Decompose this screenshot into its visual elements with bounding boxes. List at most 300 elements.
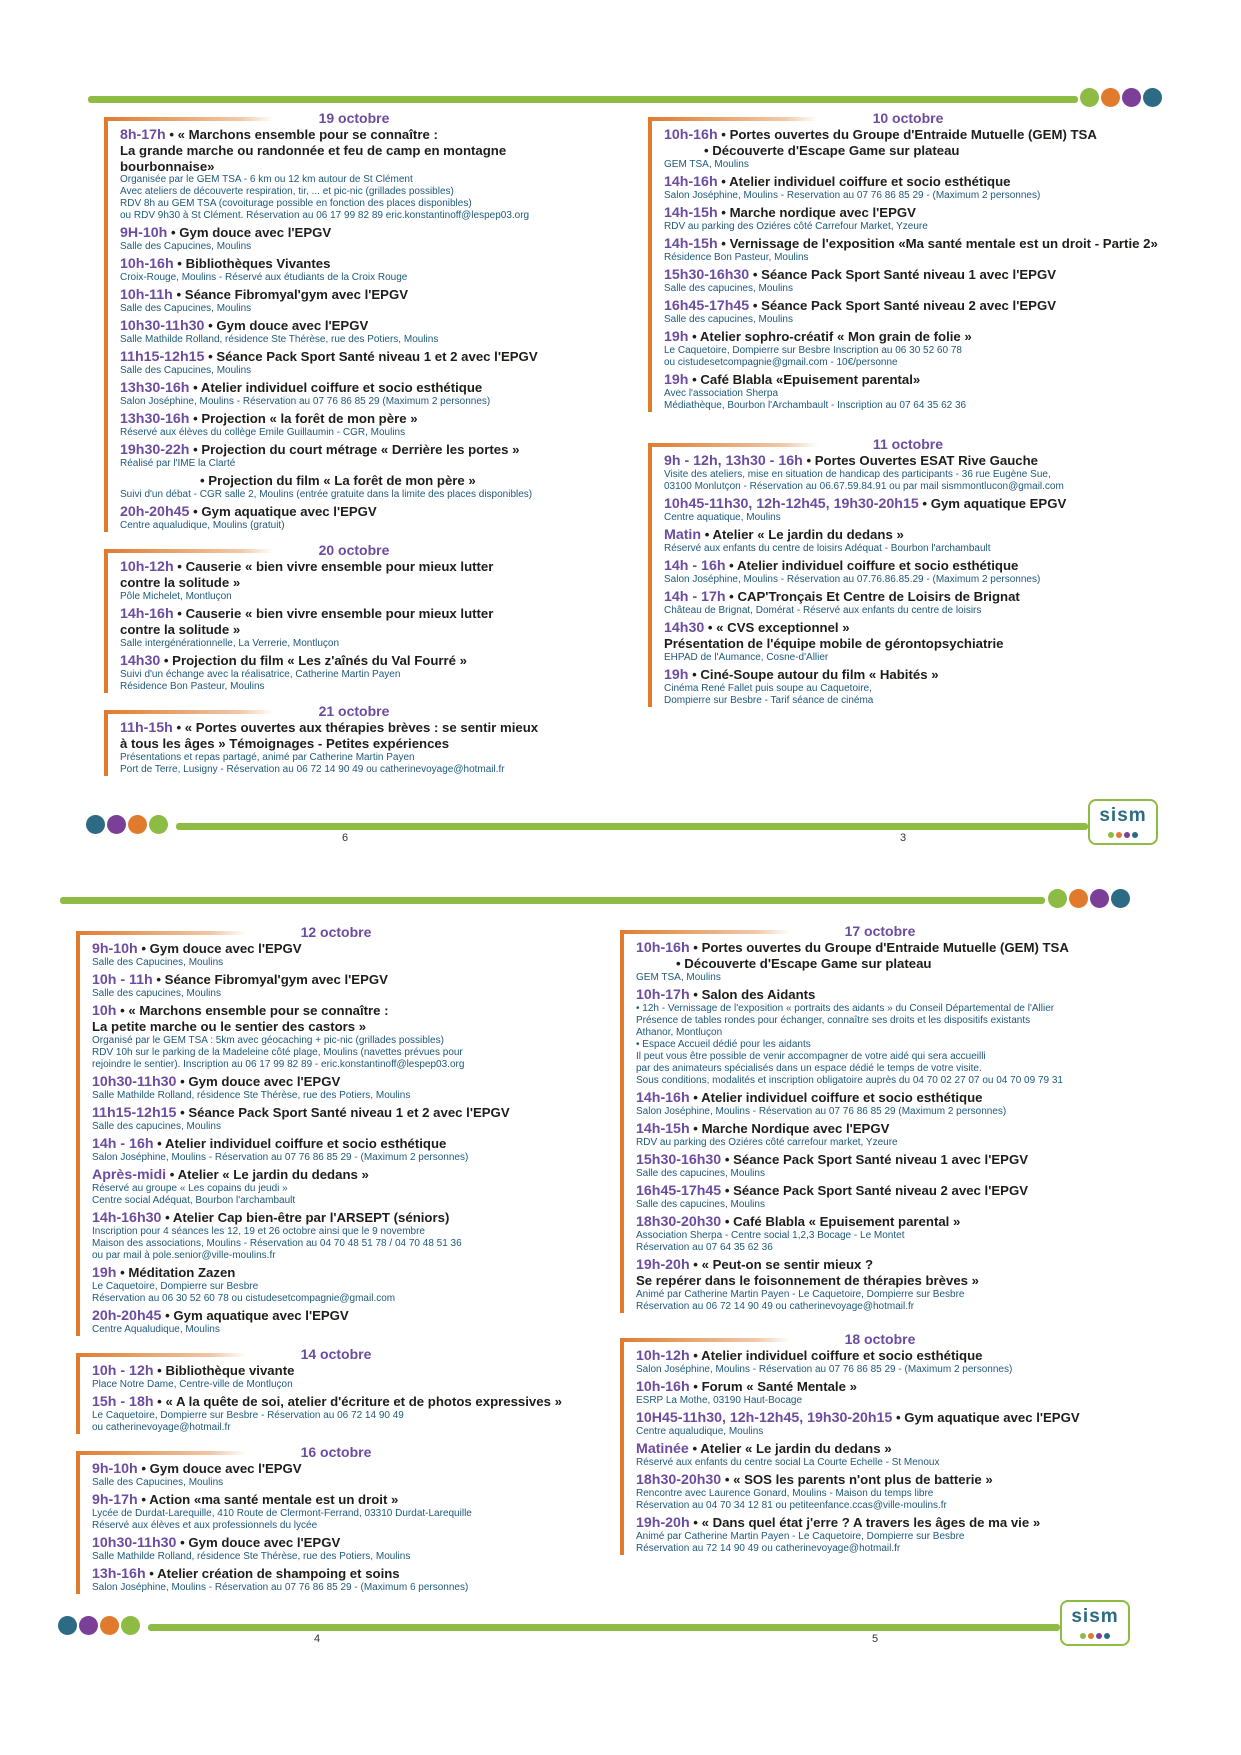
event-title: • Projection du court métrage « Derrière les portes » <box>189 442 520 457</box>
event-detail: Rencontre avec Laurence Gonard, Moulins - Maison du temps libre <box>636 1488 934 1499</box>
event-detail: Salon Joséphine, Moulins - Réservation au 07 76 86 85 29 (Maximum 2 personnes) <box>120 396 491 407</box>
blue-dot <box>1111 889 1130 908</box>
event-title: • « Marchons ensemble pour se connaître : <box>165 127 438 142</box>
event-time: 9h-10h <box>92 941 138 957</box>
purple-dot <box>79 1616 98 1635</box>
event-item <box>92 1167 596 1207</box>
event-detail: rejoindre le sentier). Inscription au 06 17 99 82 89 - eric.konstantinoff@lespep03.org <box>92 1059 465 1070</box>
event-title: • Gym douce avec l'EPGV <box>176 1074 341 1089</box>
day-section <box>76 924 596 1336</box>
event-detail: Réservé aux enfants du centre de loisirs Adéquat - Bourbon l'archambault <box>664 543 991 554</box>
event-item <box>92 1105 596 1133</box>
event-title: • Atelier « Le jardin du dedans » <box>688 1441 892 1456</box>
event-time: 11h15-12h15 <box>120 349 205 365</box>
event-time: 14h-15h <box>664 205 718 221</box>
event-detail: Salon Joséphine, Moulins - Réservation au 07.76.86.85.29 - (Maximum 2 personnes) <box>664 574 1041 585</box>
event-detail: Réservé aux enfants du centre social La Courte Echelle - St Menoux <box>636 1457 940 1468</box>
event-detail: Organisée par le GEM TSA - 6 km ou 12 km autour de St Clément <box>120 174 413 185</box>
event-detail: Salle des capucines, Moulins <box>92 988 221 999</box>
event-time: 10h - 11h <box>92 972 153 988</box>
event-time: 10h-17h <box>636 987 690 1003</box>
event-item <box>636 1472 1140 1512</box>
event-time: 10H45-11h30, 12h-12h45, 19h30-20h15 <box>636 1410 893 1426</box>
event-time: Matinée <box>636 1441 689 1457</box>
section-bracket <box>76 1353 82 1434</box>
event-title-line <box>92 1003 596 1019</box>
event-time: 14h-15h <box>636 1121 690 1137</box>
event-title-line <box>92 972 596 988</box>
event-title-line <box>92 1265 596 1281</box>
event-detail: GEM TSA, Moulins <box>664 159 749 170</box>
event-detail: GEM TSA, Moulins <box>636 972 721 983</box>
event-time: 10h-12h <box>120 559 174 575</box>
event-time: 10h-16h <box>120 256 174 272</box>
event-title-line <box>636 1152 1140 1168</box>
event-item <box>92 972 596 1000</box>
event-detail: Réservation au 07 64 35 62 36 <box>636 1242 773 1253</box>
event-title: • « Dans quel état j'erre ? A travers les âges de ma vie » <box>689 1515 1041 1530</box>
event-title: • « Marchons ensemble pour se connaître : <box>116 1003 389 1018</box>
event-title: • Vernissage de l'exposition «Ma santé mentale est un droit - Partie 2» <box>717 236 1158 251</box>
event-title: • Atelier individuel coiffure et socio esthétique <box>689 1348 983 1363</box>
event-detail: Salle des Capucines, Moulins <box>92 1477 224 1488</box>
event-title-line <box>636 987 1140 1003</box>
event-title: • Atelier sophro-créatif « Mon grain de folie » <box>688 329 972 344</box>
day-section <box>76 1444 596 1594</box>
page-number-4: 4 <box>314 1633 321 1645</box>
event-time: 10h45-11h30, 12h-12h45, 19h30-20h15 <box>664 496 919 512</box>
event-detail: Centre aquatique, Moulins <box>664 512 781 523</box>
event-detail: Avec l'association Sherpa <box>664 388 779 399</box>
event-detail: Dompierre sur Besbre - Tarif séance de cinéma <box>664 695 874 706</box>
event-title-line <box>636 1379 1140 1395</box>
event-detail: RDV 10h sur le parking de la Madeleine côté plage, Moulins (navettes prévues pour <box>92 1047 463 1058</box>
event-title-line <box>636 1183 1140 1199</box>
event-item <box>636 940 1140 984</box>
event-title: • « SOS les parents n'ont plus de batterie » <box>721 1472 993 1487</box>
event-detail: Réservation au 04 70 34 12 81 ou petiteenfance.ccas@ville-moulins.fr <box>636 1500 947 1511</box>
event-detail: Suivi d'un débat - CGR salle 2, Moulins (entrée gratuite dans la limite des places disponibles) <box>120 489 533 500</box>
event-detail: Réservation au 06 30 52 60 78 ou cistudesetcompagnie@gmail.com <box>92 1293 396 1304</box>
event-title: • Atelier création de shampoing et soins <box>145 1566 400 1581</box>
event-time: 14h30 <box>664 620 705 636</box>
event-title: • Atelier individuel coiffure et socio esthétique <box>153 1136 447 1151</box>
event-title: Présentation de l'équipe mobile de gérontopsychiatrie <box>664 636 1004 651</box>
sism-logo-text: sism <box>1071 1606 1119 1627</box>
event-time: 15h - 18h <box>92 1394 154 1410</box>
event-title: • Découverte d'Escape Game sur plateau <box>704 143 960 158</box>
page-number-5: 5 <box>872 1633 879 1645</box>
event-title-line <box>636 1273 1140 1289</box>
event-detail: ou RDV 9h30 à St Clément. Réservation au 06 17 99 82 89 eric.konstantinoff@lespep03.org <box>120 210 530 221</box>
event-title-line <box>636 1348 1140 1364</box>
event-item <box>92 1492 596 1532</box>
event-title-line <box>92 1308 596 1324</box>
event-title: • Séance Pack Sport Santé niveau 1 avec l'EPGV <box>721 1152 1029 1167</box>
event-time: 14h-16h <box>636 1090 690 1106</box>
event-time: 20h-20h45 <box>92 1308 162 1324</box>
event-time: 14h - 17h <box>664 589 726 605</box>
event-detail: Réalisé par l'IME la Clarté <box>120 458 236 469</box>
event-detail: Salon Joséphine, Moulins - Réservation au 07 76 86 85 29 - (Maximum 2 personnes) <box>636 1364 1013 1375</box>
event-time: 20h-20h45 <box>120 504 190 520</box>
event-detail: Salle des Capucines, Moulins <box>92 957 224 968</box>
event-title: • Gym aquatique EPGV <box>918 496 1067 511</box>
event-item <box>636 1257 1140 1313</box>
event-time: 16h45-17h45 <box>636 1183 722 1199</box>
event-title: • Séance Pack Sport Santé niveau 1 avec l'EPGV <box>749 267 1057 282</box>
event-time: 14h30 <box>120 653 161 669</box>
event-title: • Portes ouvertes du Groupe d'Entraide Mutuelle (GEM) TSA <box>689 940 1069 955</box>
section-date: 18 octobre <box>844 1331 916 1347</box>
event-time: 10h-12h <box>636 1348 690 1364</box>
event-title: • Café Blabla «Epuisement parental» <box>688 372 921 387</box>
event-title: • Portes Ouvertes ESAT Rive Gauche <box>802 453 1039 468</box>
event-detail: Visite des ateliers, mise en situation de handicap des participants - 36 rue Eugène Sue, <box>664 469 1051 480</box>
event-item <box>636 1214 1140 1254</box>
event-title-line <box>92 1394 596 1410</box>
event-detail: Lycée de Durdat-Larequille, 410 Route de Clermont-Ferrand, 03310 Durdat-Larequille <box>92 1508 472 1519</box>
event-title: • Forum « Santé Mentale » <box>689 1379 857 1394</box>
event-title: • Projection « la forêt de mon père » <box>189 411 418 426</box>
event-detail: Le Caquetoire, Dompierre sur Besbre - Réservation au 06 72 14 90 49 <box>92 1410 404 1421</box>
section-bracket <box>620 1338 626 1555</box>
event-title-line <box>92 1019 596 1035</box>
event-detail: Salle des capucines, Moulins <box>636 1199 765 1210</box>
event-time: 13h30-16h <box>120 380 190 396</box>
event-detail: Suivi d'un échange avec la réalisatrice, Catherine Martin Payen <box>120 669 401 680</box>
event-time: 10h30-11h30 <box>92 1535 177 1551</box>
event-title: • Salon des Aidants <box>689 987 816 1002</box>
event-title: • Atelier individuel coiffure et socio esthétique <box>689 1090 983 1105</box>
event-item <box>92 1566 596 1594</box>
event-item <box>92 1136 596 1164</box>
event-detail: Association Sherpa - Centre social 1,2,3 Bocage - Le Montet <box>636 1230 905 1241</box>
event-item <box>636 1410 1140 1438</box>
event-detail: Organisé par le GEM TSA : 5km avec géocaching + pic-nic (grillades possibles) <box>92 1035 444 1046</box>
event-detail: Le Caquetoire, Dompierre sur Besbre <box>92 1281 259 1292</box>
page-4-column <box>76 924 596 1604</box>
event-title: • Café Blabla « Epuisement parental » <box>721 1214 961 1229</box>
page-number-6: 6 <box>342 832 349 844</box>
event-item <box>636 1348 1140 1376</box>
event-title-line <box>636 1410 1140 1426</box>
event-title-line <box>92 941 596 957</box>
event-detail: Présentations et repas partagé, animé par Catherine Martin Payen <box>120 752 415 763</box>
event-time: 10h30-11h30 <box>120 318 205 334</box>
green-dot <box>121 1616 140 1635</box>
event-detail: Animé par Catherine Martin Payen - Le Caquetoire, Dompierre sur Besbre <box>636 1531 965 1542</box>
event-item <box>92 1210 596 1262</box>
event-time: 14h-15h <box>664 236 718 252</box>
event-detail: Salle Mathilde Rolland, résidence Ste Thérèse, rue des Potiers, Moulins <box>120 334 439 345</box>
event-detail: RDV au parking des Oziéres côté Carrefour Market, Yzeure <box>664 221 928 232</box>
event-detail: par des animateurs spécialisés dans un espace dédié le temps de votre visite. <box>636 1063 982 1074</box>
event-title-line <box>92 1461 596 1477</box>
event-time: 15h30-16h30 <box>636 1152 722 1168</box>
event-detail: ou par mail à pole.senior@ville-moulins.fr <box>92 1250 276 1261</box>
event-title-line <box>92 1074 596 1090</box>
event-time: 10h-16h <box>636 1379 690 1395</box>
event-title: • CAP'Tronçais Et Centre de Loisirs de Brignat <box>725 589 1020 604</box>
event-time: 19h <box>664 329 689 345</box>
section-bracket <box>76 931 82 1336</box>
event-detail: Place Notre Dame, Centre-ville de Montluçon <box>92 1379 293 1390</box>
event-title: • Méditation Zazen <box>116 1265 236 1280</box>
event-detail: Réservé au groupe « Les copains du jeudi » <box>92 1183 288 1194</box>
event-title: Se repérer dans le foisonnement de thérapies brèves » <box>636 1273 980 1288</box>
event-title-line <box>92 1167 596 1183</box>
event-time: 8h-17h <box>120 127 166 143</box>
event-title: • Causerie « bien vivre ensemble pour mieux lutter <box>173 606 494 621</box>
event-detail: ESRP La Mothe, 03190 Haut-Bocage <box>636 1395 803 1406</box>
page-number-3: 3 <box>900 832 907 844</box>
event-title-line <box>636 940 1140 956</box>
event-time: 14h-16h <box>120 606 174 622</box>
event-detail: Présence de tables rondes pour échanger, connaître ses droits et les dispositifs existants <box>636 1015 1031 1026</box>
top-divider <box>60 897 1045 904</box>
orange-dot <box>1069 889 1088 908</box>
event-time: 14h - 16h <box>664 558 726 574</box>
event-detail: Salon Joséphine, Moulins - Réservation au 07 76 86 85 29 - (Maximum 6 personnes) <box>92 1582 469 1593</box>
event-detail: 03100 Monlutçon - Réservation au 06.67.59.84.91 ou par mail sismmontlucon@gmail.com <box>664 481 1064 492</box>
event-title: • Causerie « bien vivre ensemble pour mieux lutter <box>173 559 494 574</box>
event-item <box>92 1535 596 1563</box>
event-time: 9h-17h <box>92 1492 138 1508</box>
event-title: • Atelier « Le jardin du dedans » <box>166 1167 369 1182</box>
event-detail: Croix-Rouge, Moulins - Réservé aux étudiants de la Croix Rouge <box>120 272 408 283</box>
event-detail: Résidence Bon Pasteur, Moulins <box>120 681 265 692</box>
event-detail: EHPAD de l'Aumance, Cosne-d'Allier <box>664 652 829 663</box>
event-title: • Gym aquatique avec l'EPGV <box>189 504 377 519</box>
event-item <box>636 1379 1140 1407</box>
event-item <box>636 1152 1140 1180</box>
sism-logo <box>1060 1600 1130 1646</box>
event-detail: Salle des Capucines, Moulins <box>120 241 252 252</box>
event-title: • Atelier « Le jardin du dedans » <box>701 527 904 542</box>
event-detail: Salle des Capucines, Moulins <box>120 365 252 376</box>
event-title: • Ciné-Soupe autour du film « Habités » <box>688 667 939 682</box>
event-detail: Pôle Michelet, Montluçon <box>120 591 232 602</box>
section-date: 11 octobre <box>872 436 944 452</box>
day-section <box>76 1346 596 1434</box>
event-time: 13h-16h <box>92 1566 146 1582</box>
event-item <box>92 1265 596 1305</box>
page-5-column <box>620 923 1140 1565</box>
event-title-line <box>636 1121 1140 1137</box>
event-time: Matin <box>664 527 702 543</box>
event-item <box>92 1363 596 1391</box>
event-title: • « Peut-on se sentir mieux ? <box>689 1257 874 1272</box>
bottom-divider <box>148 1624 1060 1631</box>
event-title-line <box>636 1472 1140 1488</box>
event-time: 9h-10h <box>92 1461 138 1477</box>
event-time: 13h30-16h <box>120 411 190 427</box>
event-title: • Séance Pack Sport Santé niveau 2 avec l'EPGV <box>749 298 1057 313</box>
event-time: 9H-10h <box>120 225 168 241</box>
event-detail: Réservation au 72 14 90 49 ou catherinevoyage@hotmail.fr <box>636 1543 901 1554</box>
bottom-dots <box>58 1616 140 1635</box>
top-dots <box>1048 889 1130 908</box>
event-detail: ou catherinevoyage@hotmail.fr <box>92 1422 231 1433</box>
event-title: La grande marche ou randonnée et feu de camp en montagne bourbonnaise» <box>120 143 507 174</box>
event-detail: Salle des capucines, Moulins <box>664 314 793 325</box>
event-item <box>636 1090 1140 1118</box>
event-detail: Réservé aux élèves du collège Emile Guillaumin - CGR, Moulins <box>120 427 406 438</box>
event-item <box>92 1074 596 1102</box>
event-detail: Avec ateliers de découverte respiration, tir, ... et pic-nic (grillades possibles) <box>120 186 454 197</box>
day-section <box>620 923 1140 1313</box>
event-item <box>636 1183 1140 1211</box>
event-title: • Découverte d'Escape Game sur plateau <box>676 956 932 971</box>
event-item <box>636 1121 1140 1149</box>
event-time: 18h30-20h30 <box>636 1472 722 1488</box>
event-detail: Inscription pour 4 séances les 12, 19 et 26 octobre ainsi que le 9 novembre <box>92 1226 425 1237</box>
event-detail: Centre social Adéquat, Bourbon l'archambault <box>92 1195 296 1206</box>
event-title-line <box>636 1441 1140 1457</box>
event-title: • Action «ma santé mentale est un droit » <box>137 1492 399 1507</box>
orange-dot <box>100 1616 119 1635</box>
event-detail: Cinéma René Fallet puis soupe au Caquetoire, <box>664 683 872 694</box>
event-detail: Centre aqualudique, Moulins <box>636 1426 764 1437</box>
event-detail: Salle des Capucines, Moulins <box>120 303 252 314</box>
event-detail: ou cistudesetcompagnie@gmail.com - 10€/personne <box>664 357 898 368</box>
event-time: 14h-16h <box>664 174 718 190</box>
event-title-line <box>92 1136 596 1152</box>
event-detail: • 12h - Vernissage de l'exposition « portraits des aidants » du Conseil Départemental de l'Allier <box>636 1003 1055 1014</box>
event-time: 10h-16h <box>636 940 690 956</box>
event-title-line <box>92 1363 596 1379</box>
event-detail: Salon Joséphine, Moulins - Réservation au 07 76 86 85 29 - (Maximum 2 personnes) <box>92 1152 469 1163</box>
event-time: 10h-11h <box>120 287 173 303</box>
section-date: 10 octobre <box>872 110 944 126</box>
event-time: 14h - 16h <box>92 1136 154 1152</box>
event-item <box>92 941 596 969</box>
event-title-line <box>636 1090 1140 1106</box>
event-item <box>636 1441 1140 1469</box>
event-detail: Réservation au 06 72 14 90 49 ou catherinevoyage@hotmail.fr <box>636 1301 915 1312</box>
event-title: • « Portes ouvertes aux thérapies brèves : se sentir mieux <box>172 720 539 735</box>
event-item <box>636 987 1140 1087</box>
event-detail: RDV 8h au GEM TSA (covoiturage possible en fonction des places disponibles) <box>120 198 472 209</box>
event-title-line <box>636 956 1140 972</box>
event-detail: Salle des capucines, Moulins <box>92 1121 221 1132</box>
event-title: • « CVS exceptionnel » <box>704 620 850 635</box>
day-section <box>620 1331 1140 1555</box>
event-detail: Animé par Catherine Martin Payen - Le Caquetoire, Dompierre sur Besbre <box>636 1289 965 1300</box>
section-bracket <box>620 930 626 1313</box>
event-time: 14h-16h30 <box>92 1210 162 1226</box>
section-date: 19 octobre <box>318 110 390 126</box>
event-time: 11h-15h <box>120 720 173 736</box>
event-title: • Atelier individuel coiffure et socio esthétique <box>717 174 1011 189</box>
event-time: 18h30-20h30 <box>636 1214 722 1230</box>
section-date: 20 octobre <box>318 542 390 558</box>
event-title: • Atelier Cap bien-être par l'ARSEPT (séniors) <box>161 1210 450 1225</box>
event-title: • Marche Nordique avec l'EPGV <box>689 1121 890 1136</box>
event-title: La petite marche ou le sentier des castors » <box>92 1019 367 1034</box>
event-detail: Salle intergénérationnelle, La Verrerie, Montluçon <box>120 638 340 649</box>
event-time: 10h - 12h <box>92 1363 154 1379</box>
section-date: 21 octobre <box>318 703 390 719</box>
event-detail: Salon Joséphine, Moulins - Reservation au 07 76 86 85 29 - (Maximum 2 personnes) <box>664 190 1041 201</box>
event-time: 10h <box>92 1003 117 1019</box>
event-title-line <box>92 1566 596 1582</box>
event-time: 9h - 12h, 13h30 - 16h <box>664 453 803 469</box>
event-detail: Château de Brignat, Domérat - Réservé aux enfants du centre de loisirs <box>664 605 982 616</box>
event-detail: Salle des capucines, Moulins <box>664 283 793 294</box>
section-bracket <box>76 1451 82 1594</box>
event-time: Après-midi <box>92 1167 167 1183</box>
event-detail: Réservé aux élèves et aux professionnels du lycée <box>92 1520 318 1531</box>
event-time: 19h <box>664 667 689 683</box>
event-time: 19h <box>664 372 689 388</box>
sism-logo-text: sism <box>1099 805 1147 826</box>
section-date: 17 octobre <box>844 923 916 939</box>
event-item <box>92 1461 596 1489</box>
purple-dot <box>1090 889 1109 908</box>
event-title: • Projection du film « La forêt de mon père » <box>200 473 476 488</box>
section-date: 12 octobre <box>300 924 372 940</box>
event-detail: Résidence Bon Pasteur, Moulins <box>664 252 809 263</box>
event-title: • Gym aquatique avec l'EPGV <box>161 1308 349 1323</box>
event-item <box>92 1003 596 1071</box>
event-title: • Gym douce avec l'EPGV <box>176 1535 341 1550</box>
event-item <box>636 1515 1140 1555</box>
event-title: • Séance Fibromyal'gym avec l'EPGV <box>152 972 388 987</box>
event-detail: Centre aqualudique, Moulins (gratuit) <box>120 520 285 531</box>
event-title: • Bibliothèques Vivantes <box>173 256 331 271</box>
event-title: • Bibliothèque vivante <box>153 1363 295 1378</box>
event-detail: Il peut vous être possible de venir accompagner de votre aidé qui sera accueilli <box>636 1051 986 1062</box>
event-detail: Médiathèque, Bourbon l'Archambault - Inscription au 07 64 35 62 36 <box>664 400 967 411</box>
green-dot <box>1048 889 1067 908</box>
event-detail: Salle des capucines, Moulins <box>636 1168 765 1179</box>
event-title: contre la solitude » <box>120 575 241 590</box>
event-title: • Gym douce avec l'EPGV <box>204 318 369 333</box>
event-detail: RDV au parking des Oziéres côté carrefour market, Yzeure <box>636 1137 898 1148</box>
event-title: • Gym douce avec l'EPGV <box>167 225 332 240</box>
event-title-line <box>636 1257 1140 1273</box>
event-time: 10h30-11h30 <box>92 1074 177 1090</box>
event-detail: Centre Aqualudique, Moulins <box>92 1324 220 1335</box>
event-time: 19h-20h <box>636 1515 690 1531</box>
event-title: • Marche nordique avec l'EPGV <box>717 205 916 220</box>
event-title: • Portes ouvertes du Groupe d'Entraide Mutuelle (GEM) TSA <box>717 127 1097 142</box>
event-detail: Salle Mathilde Rolland, résidence Ste Thérèse, rue des Potiers, Moulins <box>92 1551 411 1562</box>
event-title-line <box>92 1210 596 1226</box>
event-title-line <box>636 1214 1140 1230</box>
event-title: • « A la quête de soi, atelier d'écriture et de photos expressives » <box>153 1394 562 1409</box>
event-time: 19h-20h <box>636 1257 690 1273</box>
blue-dot <box>58 1616 77 1635</box>
event-time: 10h-16h <box>664 127 718 143</box>
event-detail: Athanor, Montluçon <box>636 1027 723 1038</box>
event-title: à tous les âges » Témoignages - Petites expériences <box>120 736 450 751</box>
event-title: contre la solitude » <box>120 622 241 637</box>
event-title: • Séance Pack Sport Santé niveau 1 et 2 avec l'EPGV <box>176 1105 510 1120</box>
event-item <box>92 1308 596 1336</box>
event-title: • Gym aquatique avec l'EPGV <box>892 1410 1080 1425</box>
event-time: 15h30-16h30 <box>664 267 750 283</box>
event-detail: Le Caquetoire, Dompierre sur Besbre Inscription au 06 30 52 60 78 <box>664 345 962 356</box>
section-date: 14 octobre <box>300 1346 372 1362</box>
event-detail: Salle Mathilde Rolland, résidence Ste Thérèse, rue des Potiers, Moulins <box>92 1090 411 1101</box>
event-title-line <box>636 1515 1140 1531</box>
event-title: • Séance Pack Sport Santé niveau 1 et 2 avec l'EPGV <box>204 349 538 364</box>
event-detail: Port de Terre, Lusigny - Réservation au 06 72 14 90 49 ou catherinevoyage@hotmail.fr <box>120 764 505 775</box>
event-detail: Salon Joséphine, Moulins - Réservation au 07 76 86 85 29 (Maximum 2 personnes) <box>636 1106 1007 1117</box>
